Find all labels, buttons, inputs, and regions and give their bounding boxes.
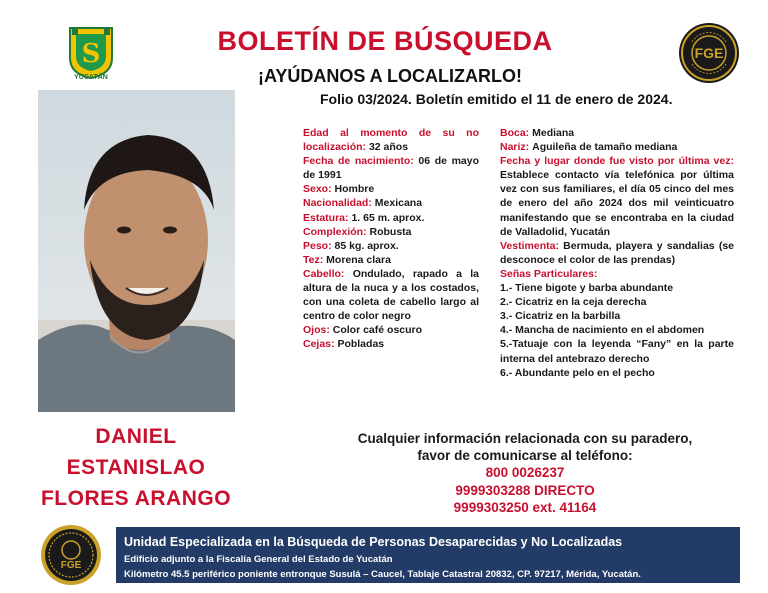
detail-eyes: Ojos: Color café oscuro <box>303 324 423 337</box>
details-right-column <box>500 126 734 380</box>
yucatan-state-logo <box>66 26 116 84</box>
folio-line: Folio 03/2024. Boletín emitido el 11 de enero de 2024. <box>320 91 673 107</box>
sena-item: 3.- Cicatriz en la barbilla <box>500 310 621 323</box>
details-left-column <box>303 126 479 352</box>
bulletin-subtitle: ¡AYÚDANOS A LOCALIZARLO! <box>258 66 522 86</box>
svg-text:S: S <box>81 39 101 69</box>
phone-direct[interactable]: 9999303288 DIRECTO <box>455 482 595 498</box>
sena-item: 6.- Abundante pelo en el pecho <box>500 366 655 379</box>
person-name-middle: ESTANISLAO <box>66 456 206 479</box>
sena-item: 5.-Tatuaje con la leyenda “Fany” en la parte interna del antebrazo derecho <box>500 338 734 365</box>
fge-footer-seal-text: FGE <box>60 560 82 571</box>
detail-last-seen: Fecha y lugar donde fue visto por última vez: Establece contacto vía telefónica por última vez con sus familiares, el día 05 cinco del mes de enero del año 2024 dos mil veinticuatro manifestando que se encontraba en la ciudad de Valladolid, Yucatán <box>500 155 734 238</box>
detail-age: Edad al momento de su no localización: 32 años <box>303 127 479 154</box>
senas-label: Señas Particulares: <box>500 267 598 280</box>
detail-complexion: Tez: Morena clara <box>303 253 391 266</box>
detail-weight: Peso: 85 kg. aprox. <box>303 239 399 252</box>
detail-mouth: Boca: Mediana <box>500 127 575 139</box>
detail-clothing: Vestimenta: Bermuda, playera y sandalias (se desconoce el color de las prendas) <box>500 239 735 266</box>
bulletin-title: BOLETÍN DE BÚSQUEDA <box>217 26 553 56</box>
missing-person-photo <box>38 90 235 412</box>
fge-seal-footer <box>40 524 102 586</box>
sena-item: 1.- Tiene bigote y barba abundante <box>500 282 674 295</box>
contact-line-1: Cualquier información relacionada con su paradero, <box>357 431 693 446</box>
fge-seal-text: FGE <box>694 45 724 61</box>
detail-nationality: Nacionalidad: Mexicana <box>303 197 423 210</box>
detail-nose: Nariz: Aguileña de tamaño mediana <box>500 141 678 154</box>
person-name-first: DANIEL <box>95 425 177 448</box>
sena-item: 4.- Mancha de nacimiento en el abdomen <box>500 324 705 337</box>
detail-birthdate: Fecha de nacimiento: 06 de mayo de 1991 <box>303 155 479 182</box>
detail-height: Estatura: 1. 65 m. aprox. <box>303 211 425 224</box>
fge-seal <box>678 22 740 84</box>
phone-extension[interactable]: 9999303250 ext. 41164 <box>453 499 597 515</box>
detail-build: Complexión: Robusta <box>303 225 412 238</box>
state-logo-label: YUCATÁN <box>74 74 108 81</box>
footer-building: Edificio adjunto a la Fiscalía General del Estado de Yucatán <box>124 554 393 565</box>
phone-tollfree[interactable]: 800 0026237 <box>485 465 565 481</box>
detail-hair: Cabello: Ondulado, rapado a la altura de la nuca y a los costados, con una coleta de cabello largo al centro de color negro <box>303 267 479 323</box>
sena-item: 2.- Cicatriz en la ceja derecha <box>500 296 647 309</box>
footer-address: Kilómetro 45.5 periférico poniente entronque Susulá – Caucel, Tablaje Catastral 20832, CP. 97217, Mérida, Yucatán. <box>124 569 641 580</box>
contact-block <box>310 430 740 516</box>
footer-unit-name: Unidad Especializada en la Búsqueda de Personas Desaparecidas y No Localizadas <box>124 535 623 549</box>
detail-sex: Sexo: Hombre <box>303 183 375 196</box>
contact-line-2: favor de comunicarse al teléfono: <box>417 448 633 464</box>
detail-eyebrows: Cejas: Pobladas <box>303 338 385 351</box>
footer-bar <box>116 527 740 583</box>
person-name-last: FLORES ARANGO <box>40 487 232 510</box>
